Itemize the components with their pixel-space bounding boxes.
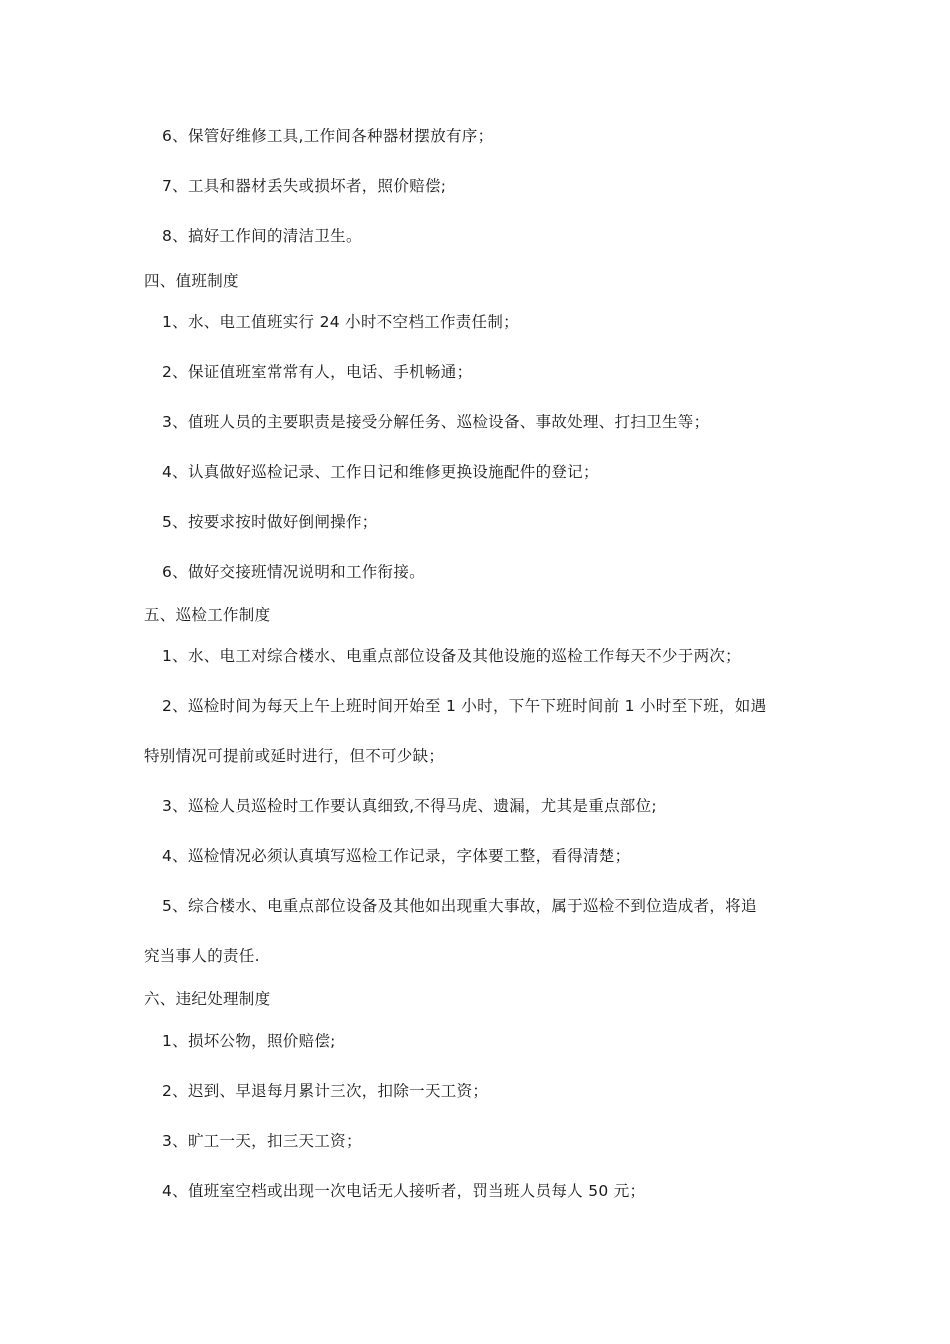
list-item: 2、保证值班室常常有人，电话、手机畅通； (162, 363, 473, 381)
list-item: 3、旷工一天，扣三天工资； (162, 1132, 362, 1150)
list-item: 5、综合楼水、电重点部位设备及其他如出现重大事故，属于巡检不到位造成者，将追 (162, 897, 757, 915)
section-heading: 六、违纪处理制度 (144, 990, 271, 1008)
list-item: 4、巡检情况必须认真填写巡检工作记录，字体要工整，看得清楚； (162, 847, 631, 865)
list-item-continuation: 特别情况可提前或延时进行，但不可少缺； (144, 747, 445, 765)
list-item: 8、搞好工作间的清洁卫生。 (162, 227, 362, 245)
list-item: 1、损坏公物，照价赔偿; (162, 1032, 336, 1050)
list-item: 6、做好交接班情况说明和工作衔接。 (162, 563, 425, 581)
list-item: 4、值班室空档或出现一次电话无人接听者，罚当班人员每人 50 元； (162, 1182, 646, 1200)
section-heading: 四、值班制度 (144, 272, 239, 290)
list-item: 7、工具和器材丢失或损坏者，照价赔偿; (162, 177, 447, 195)
list-item: 3、值班人员的主要职责是接受分解任务、巡检设备、事故处理、打扫卫生等； (162, 413, 710, 431)
list-item: 1、水、电工对综合楼水、电重点部位设备及其他设施的巡检工作每天不少于两次； (162, 647, 741, 665)
list-item: 2、巡检时间为每天上午上班时间开始至 1 小时，下午下班时间前 1 小时至下班，如遇 (162, 697, 767, 715)
list-item: 5、按要求按时做好倒闸操作； (162, 513, 378, 531)
list-item: 3、巡检人员巡检时工作要认真细致,不得马虎、遗漏，尤其是重点部位; (162, 797, 657, 815)
list-item: 2、迟到、早退每月累计三次，扣除一天工资； (162, 1082, 489, 1100)
list-item: 4、认真做好巡检记录、工作日记和维修更换设施配件的登记； (162, 463, 599, 481)
list-item: 6、保管好维修工具,工作间各种器材摆放有序； (162, 127, 494, 145)
list-item: 1、水、电工值班实行 24 小时不空档工作责任制； (162, 313, 519, 331)
list-item-continuation: 究当事人的责任. (144, 947, 260, 965)
section-heading: 五、巡检工作制度 (144, 606, 271, 624)
